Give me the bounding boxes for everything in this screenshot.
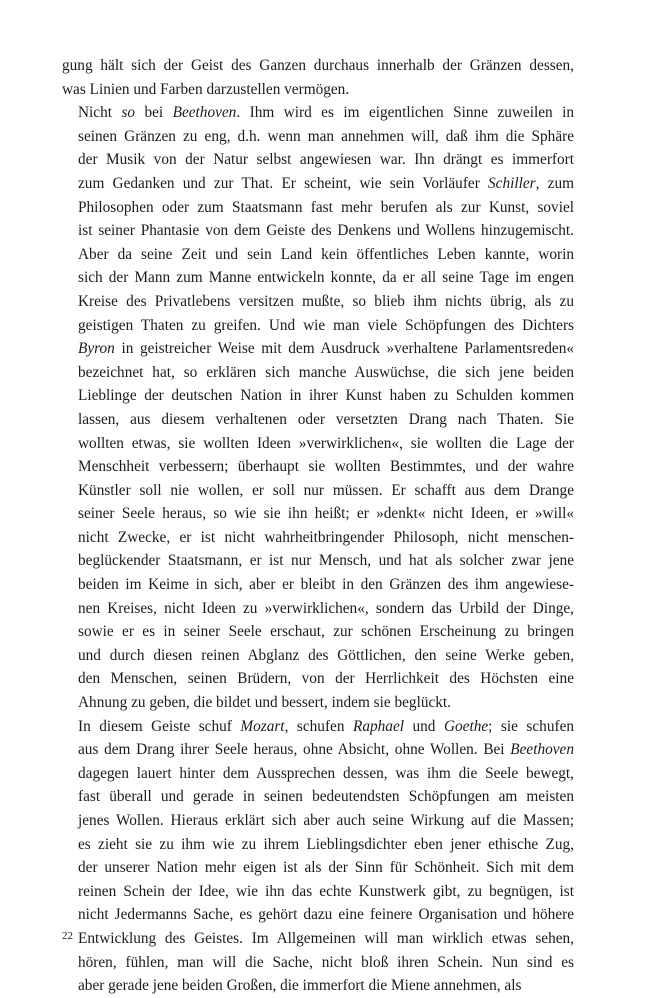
- text-line: geistigen Thaten zu greifen. Und wie man viele Schöpfungen des Dichters: [78, 316, 574, 334]
- text-line: Entwicklung des Geistes. Im Allgemeinen will man wirklich etwas sehen,: [78, 929, 574, 947]
- text-line: Byron in geistreicher Weise mit dem Ausdruck »verhaltene Parlamentsreden«: [78, 340, 574, 358]
- text-line: was Linien und Farben darzustellen vermögen.: [62, 80, 350, 98]
- text-line: dagegen lauert hinter dem Aussprechen dessen, was ihm die Seele bewegt,: [78, 764, 574, 782]
- text-line: seinen Gränzen zu eng, d.h. wenn man annehmen will, daß ihm die Sphäre: [78, 127, 574, 145]
- paragraph: [62, 54, 574, 101]
- paragraph: [62, 101, 574, 714]
- text-line: und durch diesen reinen Abglanz des Göttlichen, den seine Werke geben,: [78, 646, 574, 664]
- text-line: beglückender Staatsmann, er ist nur Mensch, und hat als solcher zwar jene: [78, 552, 574, 570]
- text-line: fast überall und gerade in seinen bedeutendsten Schöpfungen am meisten: [78, 788, 574, 806]
- text-line: ist seiner Phantasie von dem Geiste des Denkens und Wollens hinzugemischt.: [78, 222, 574, 240]
- text-line: Menschheit verbessern; überhaupt sie wollten Bestimmtes, und der wahre: [78, 458, 574, 476]
- text-line: In diesem Geiste schuf Mozart, schufen Raphael und Goethe; sie schufen: [78, 717, 575, 735]
- text-line: lassen, aus diesem verhaltenen oder versetzten Drang nach Thaten. Sie: [78, 410, 574, 428]
- text-line: der Musik von der Natur selbst angewiesen war. Ihn drängt es immerfort: [78, 151, 574, 169]
- paragraph: [62, 715, 574, 998]
- text-line: Ahnung zu geben, die bildet und bessert, indem sie beglückt.: [78, 694, 451, 712]
- text-line: Aber da seine Zeit und sein Land kein öffentliches Leben kannte, worin: [78, 245, 574, 263]
- text-line: der unserer Nation mehr eigen ist als der Sinn für Schönheit. Sich mit dem: [78, 859, 574, 877]
- text-line: sowie er es in seiner Seele erschaut, zur schönen Erscheinung zu bringen: [78, 623, 574, 641]
- text-line: Lieblinge der deutschen Nation in ihrer Kunst haben zu Schulden kommen: [78, 387, 574, 405]
- text-line: jenes Wollen. Hieraus erklärt sich aber auch seine Wirkung auf die Massen;: [78, 812, 574, 829]
- text-line: nen Kreises, nicht Ideen zu »verwirklichen«, sondern das Urbild der Dinge,: [78, 599, 574, 617]
- text-line: seiner Seele heraus, so wie sie ihn heißt; er »denkt« nicht Ideen, er »will«: [78, 505, 574, 523]
- text-line: aus dem Drang ihrer Seele heraus, ohne Absicht, ohne Wollen. Bei Beethoven: [78, 741, 574, 759]
- text-line: sich der Mann zum Manne entwickeln konnte, da er all seine Tage im engen: [78, 269, 574, 287]
- text-line: aber gerade jene beiden Großen, die immerfort die Miene annehmen, als: [78, 977, 522, 995]
- text-line: zum Gedanken und zur That. Er scheint, wie sein Vorläufer Schiller, zum: [78, 174, 574, 192]
- text-line: Künstler soll nie wollen, er soll nur müssen. Er schafft aus dem Drange: [78, 481, 574, 499]
- text-line: nicht Jedermanns Sache, es gehört dazu eine feinere Organisation und höhere: [78, 906, 574, 924]
- text-line: beiden im Keime in sich, aber er bleibt in den Gränzen des ihm angewiese-: [78, 576, 574, 594]
- text-line: reinen Schein der Idee, wie ihn das echte Kunstwerk gibt, zu begnügen, ist: [78, 882, 574, 900]
- text-line: Kreise des Privatlebens versitzen mußte, so blieb ihm nichts übrig, als zu: [78, 292, 574, 310]
- text-line: hören, fühlen, man will die Sache, nicht bloß ihren Schein. Nun sind es: [78, 953, 574, 971]
- text-line: gung hält sich der Geist des Ganzen durchaus innerhalb der Gränzen dessen,: [62, 57, 574, 74]
- text-line: Philosophen oder zum Staatsmann fast mehr berufen als zur Kunst, soviel: [78, 198, 574, 216]
- page-body: [62, 54, 574, 998]
- text-line: den Menschen, seinen Brüdern, von der Herrlichkeit des Höchsten eine: [78, 670, 574, 688]
- text-line: bezeichnet hat, so erklären sich manche Auswüchse, die sich jene beiden: [78, 363, 574, 381]
- page-number: 22: [62, 930, 73, 942]
- text-line: wollten etwas, sie wollten Ideen »verwirklichen«, sie wollten die Lage der: [78, 434, 574, 452]
- text-line: es zieht sie zu ihm wie zu ihrem Lieblingsdichter eben jener ethische Zug,: [78, 835, 574, 853]
- text-line: Nicht so bei Beethoven. Ihm wird es im eigentlichen Sinne zuweilen in: [78, 104, 574, 122]
- text-line: nicht Zwecke, er ist nicht wahrheitbringender Philosoph, nicht menschen-: [78, 528, 574, 546]
